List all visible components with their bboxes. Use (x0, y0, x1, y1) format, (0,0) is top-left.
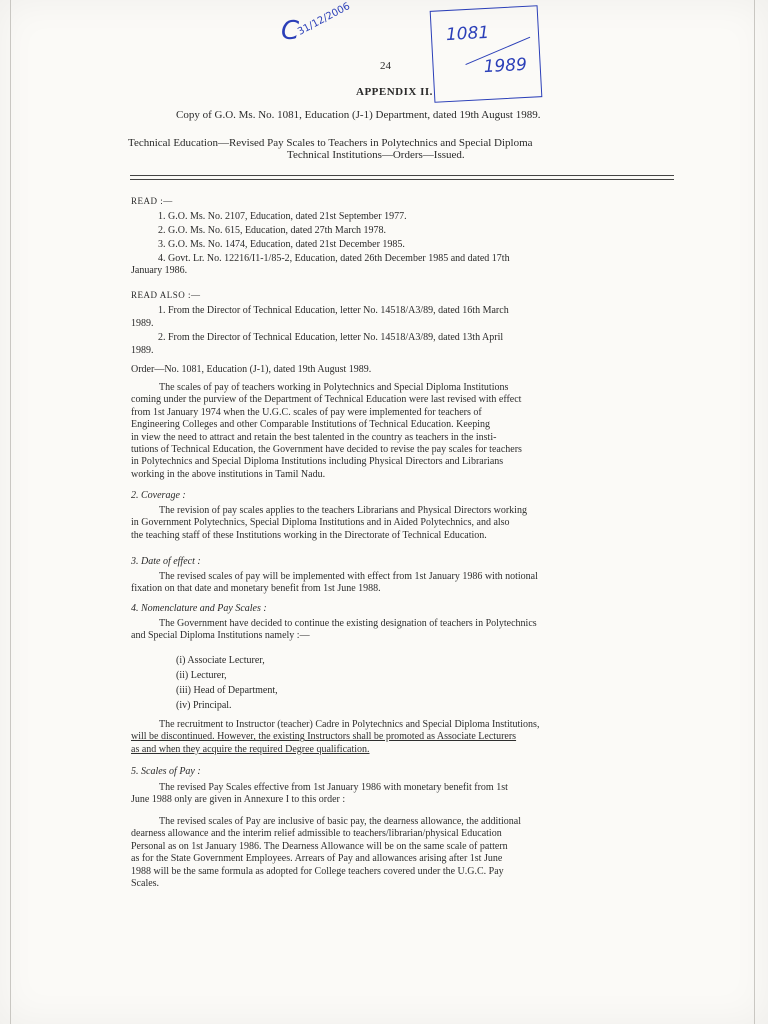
divider-rule (130, 175, 674, 176)
text-line: June 1988 only are given in Annexure I to this order : (131, 794, 346, 806)
text-line: as and when they acquire the required Degree qualification. (131, 743, 370, 755)
read-item: 2. G.O. Ms. No. 615, Education, dated 27th March 1978. (158, 225, 387, 236)
read-label: READ :— (131, 196, 173, 206)
subject-line-1: Technical Education—Revised Pay Scales to Teachers in Polytechnics and Special Diploma (128, 137, 533, 149)
subject-line-2: Technical Institutions—Orders—Issued. (287, 149, 465, 161)
text-line: Engineering Colleges and other Comparable Institutions of Technical Education. Keeping (131, 419, 491, 431)
text-line: Scales. (131, 878, 160, 890)
text-line: The revised Pay Scales effective from 1st January 1986 with monetary benefit from 1st (159, 782, 508, 793)
text-line: dearness allowance and the interim relief admissible to teachers/librarian/physical Education (131, 828, 502, 840)
read-item: 3. G.O. Ms. No. 1474, Education, dated 21st December 1985. (158, 239, 405, 250)
text-line: The scales of pay of teachers working in Polytechnics and Special Diploma Institutions (159, 382, 509, 393)
designation-item: (ii) Lecturer, (176, 670, 227, 681)
effect-paragraph (131, 571, 676, 596)
text-line: will be discontinued. However, the existing Instructors shall be promoted as Associate Lecturers (131, 731, 517, 743)
handwritten-date: 31/12/2006 (296, 0, 353, 38)
page-edge (754, 0, 755, 1024)
recruitment-paragraph (131, 719, 676, 756)
text-line: coming under the purview of the Department of Technical Education were last revised with effect (131, 394, 522, 406)
handwritten-initial: C (281, 16, 300, 46)
page-edge (10, 0, 11, 1024)
order-line: Order—No. 1081, Education (J-1), dated 19th August 1989. (131, 364, 372, 375)
designation-item: (iii) Head of Department, (176, 685, 278, 696)
text-line: in Polytechnics and Special Diploma Institutions including Physical Directors and Librarians (131, 456, 504, 468)
nomenclature-heading: 4. Nomenclature and Pay Scales : (131, 603, 267, 614)
appendix-title: APPENDIX II. (356, 86, 433, 98)
text-line: The revised scales of pay will be implemented with effect from 1st January 1986 with notional (159, 571, 538, 582)
page-number: 24 (380, 60, 391, 72)
text-line: tutions of Technical Education, the Government have decided to revise the pay scales for teachers (131, 444, 522, 456)
scales-heading: 5. Scales of Pay : (131, 766, 201, 777)
read-also-item: 1989. (131, 345, 154, 356)
divider-rule (130, 179, 674, 180)
text-line: in view the need to attract and retain the best talented in the country as teachers in the insti- (131, 431, 497, 443)
read-also-item: 1. From the Director of Technical Education, letter No. 14518/A3/89, dated 16th March (158, 305, 509, 316)
designation-item: (i) Associate Lecturer, (176, 655, 265, 666)
read-item: January 1986. (131, 265, 188, 276)
read-item: 4. Govt. Lr. No. 12216/I1-1/85-2, Education, dated 26th December 1985 and dated 17th (158, 253, 510, 264)
handwritten-box (430, 5, 543, 103)
text-line: working in the above institutions in Tamil Nadu. (131, 468, 326, 480)
text-line: fixation on that date and monetary benefit from 1st June 1988. (131, 583, 381, 595)
text-line: The revised scales of Pay are inclusive of basic pay, the dearness allowance, the additional (159, 816, 521, 827)
text-line: and Special Diploma Institutions namely :— (131, 630, 310, 642)
text-line: as for the State Government Employees. Arrears of Pay and allowances arising after 1st June (131, 853, 503, 865)
final-paragraph (131, 816, 676, 890)
handwritten-box-bottom: 1989 (483, 54, 528, 78)
text-line: The Government have decided to continue the existing designation of teachers in Polytechnics (159, 618, 537, 629)
text-line: The revision of pay scales applies to the teachers Librarians and Physical Directors working (159, 505, 527, 516)
effect-heading: 3. Date of effect : (131, 556, 201, 567)
read-also-label: READ ALSO :— (131, 290, 201, 300)
scales-paragraph (131, 782, 676, 807)
text-line: 1988 will be the same formula as adopted for College teachers covered under the U.G.C. Pay (131, 865, 504, 877)
text-line: from 1st January 1974 when the U.G.C. scales of pay were implemented for teachers of (131, 406, 482, 418)
text-line: Personal as on 1st January 1986. The Dearness Allowance will be on the same scale of pattern (131, 840, 508, 852)
coverage-paragraph (131, 505, 676, 542)
text-line: in Government Polytechnics, Special Diploma Institutions and in Aided Polytechnics, and also (131, 517, 510, 529)
text-line: the teaching staff of these Institutions working in the Directorate of Technical Education. (131, 529, 487, 541)
handwritten-box-top: 1081 (445, 22, 490, 46)
read-also-item: 2. From the Director of Technical Education, letter No. 14518/A3/89, dated 13th April (158, 332, 504, 343)
read-item: 1. G.O. Ms. No. 2107, Education, dated 21st September 1977. (158, 211, 407, 222)
read-also-item: 1989. (131, 318, 154, 329)
coverage-heading: 2. Coverage : (131, 490, 186, 501)
designation-item: (iv) Principal. (176, 700, 232, 711)
text-line: The recruitment to Instructor (teacher) Cadre in Polytechnics and Special Diploma Institutions, (159, 719, 540, 730)
copy-line: Copy of G.O. Ms. No. 1081, Education (J-1) Department, dated 19th August 1989. (176, 109, 541, 121)
intro-paragraph (131, 382, 676, 481)
nomenclature-paragraph (131, 618, 676, 643)
